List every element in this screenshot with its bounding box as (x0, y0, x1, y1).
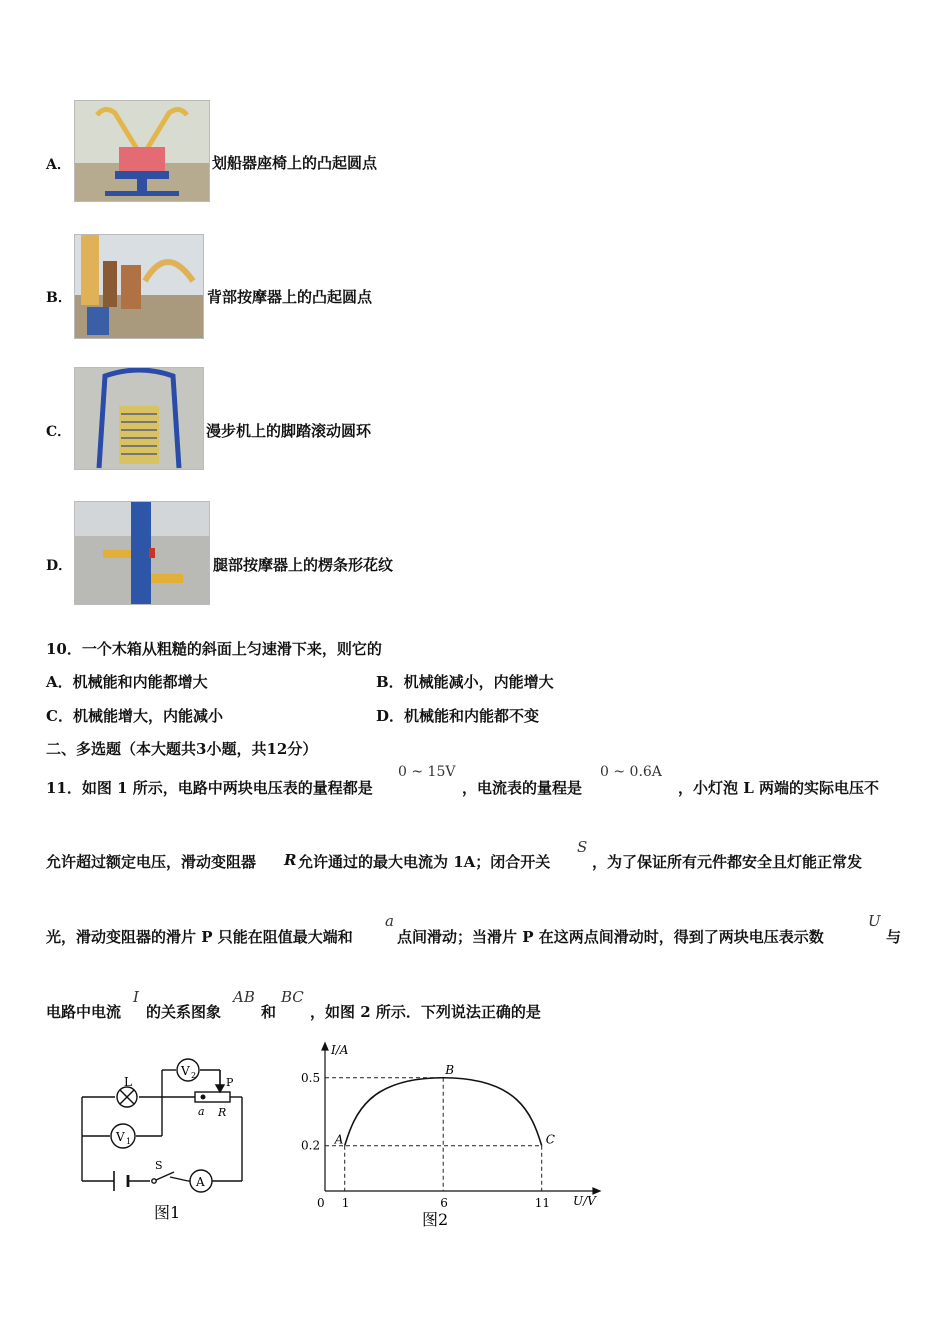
point-label-C: C (545, 1132, 555, 1147)
leg-massager-photo (74, 501, 210, 605)
x-tick-11: 11 (534, 1196, 550, 1210)
x-tick-1: 1 (341, 1196, 350, 1210)
y-axis-label: I/A (331, 1043, 349, 1057)
v2-meter-label: V (181, 1064, 190, 1078)
iu-graph (295, 1040, 605, 1230)
x-tick-6: 6 (440, 1196, 448, 1210)
x-axis-label: U/V (573, 1194, 596, 1208)
q11-line2-c: ，为了保证所有元件都安全且灯能正常发 (592, 853, 863, 871)
q11-line3-a: 光，滑动变阻器的滑片 P 只能在阻值最大端和 (46, 928, 353, 946)
v2-meter-sub: 2 (191, 1071, 197, 1080)
math-bc: BC (281, 988, 304, 1006)
q10-option-a: A．机械能和内能都增大 (46, 673, 208, 691)
q10-stem: 10．一个木箱从粗糙的斜面上匀速滑下来，则它的 (46, 640, 382, 658)
q11-line2-b: 允许通过的最大电流为 1A；闭合开关 (298, 853, 551, 871)
switch-s-label: S (155, 1159, 163, 1172)
q10-option-b: B．机械能减小，内能增大 (376, 673, 554, 691)
q11-line1-b: ，电流表的量程是 (462, 779, 583, 797)
point-label-A: A (334, 1132, 344, 1147)
q11-line1-a: 11．如图 1 所示，电路中两块电压表的量程都是 (46, 779, 373, 797)
option-b-text: 背部按摩器上的凸起圆点 (207, 288, 373, 306)
y-tick-0.2: 0.2 (301, 1138, 321, 1153)
walker-machine-photo (74, 367, 204, 470)
circuit-figure (70, 1045, 260, 1230)
q11-line4-d: ，如图 2 所示．下列说法正确的是 (310, 1003, 541, 1021)
v1-meter-sub: 1 (126, 1137, 132, 1146)
option-a-text: 划船器座椅上的凸起圆点 (212, 154, 378, 172)
q11-line2-a: 允许超过额定电压，滑动变阻器 (46, 853, 257, 871)
fig2-caption: 图2 (422, 1210, 449, 1229)
math-ab: AB (233, 988, 255, 1006)
option-c-text: 漫步机上的脚踏滚动圆环 (206, 422, 372, 440)
circuit-diagram (70, 1045, 260, 1230)
math-current-i: I (133, 988, 139, 1006)
math-voltage-u: U (868, 912, 881, 930)
q11-line4-c: 和 (261, 1003, 277, 1021)
option-b-letter: B． (46, 290, 72, 306)
rowing-machine-seat-photo (74, 100, 210, 202)
y-axis-arrow (322, 1043, 328, 1050)
q10-option-d: D．机械能和内能都不变 (376, 707, 540, 725)
option-d-text: 腿部按摩器上的楞条形花纹 (213, 556, 394, 574)
math-voltage-range: 0 ~ 15V (398, 764, 456, 780)
fig1-caption: 图1 (154, 1203, 181, 1222)
resistor-r-label: R (218, 1106, 227, 1119)
y-tick-0.5: 0.5 (301, 1070, 321, 1085)
lamp-label: L (124, 1075, 132, 1089)
slider-p-label: P (226, 1076, 234, 1089)
math-current-range: 0 ~ 0.6A (600, 764, 662, 780)
point-a-label: a (198, 1105, 205, 1118)
q11-line3-b: 点间滑动；当滑片 P 在这两点间滑动时，得到了两块电压表示数 (397, 928, 824, 946)
iu-graph-figure (295, 1040, 605, 1230)
ammeter-label: A (196, 1175, 205, 1189)
point-label-B: B (445, 1062, 455, 1077)
q10-option-c: C．机械能增大，内能减小 (46, 707, 223, 725)
q11-line4-b: 的关系图象 (146, 1003, 222, 1021)
math-point-a: a (385, 912, 394, 930)
q11-line3-c: 与 (886, 928, 902, 946)
option-d-letter: D． (46, 558, 73, 574)
math-switch-s: S (577, 838, 588, 856)
option-c-letter: C． (46, 424, 72, 440)
origin-label: 0 (317, 1196, 325, 1210)
resistor-symbol: R (284, 851, 297, 869)
back-massager-photo (74, 234, 204, 339)
v1-meter-label: V (116, 1130, 125, 1144)
option-a-letter: A． (46, 157, 71, 173)
q11-line4-a: 电路中电流 (46, 1003, 122, 1021)
section-heading: 二、多选题（本大题共3小题，共12分） (46, 740, 318, 758)
q11-line1-c: ，小灯泡 L 两端的实际电压不 (678, 779, 879, 797)
